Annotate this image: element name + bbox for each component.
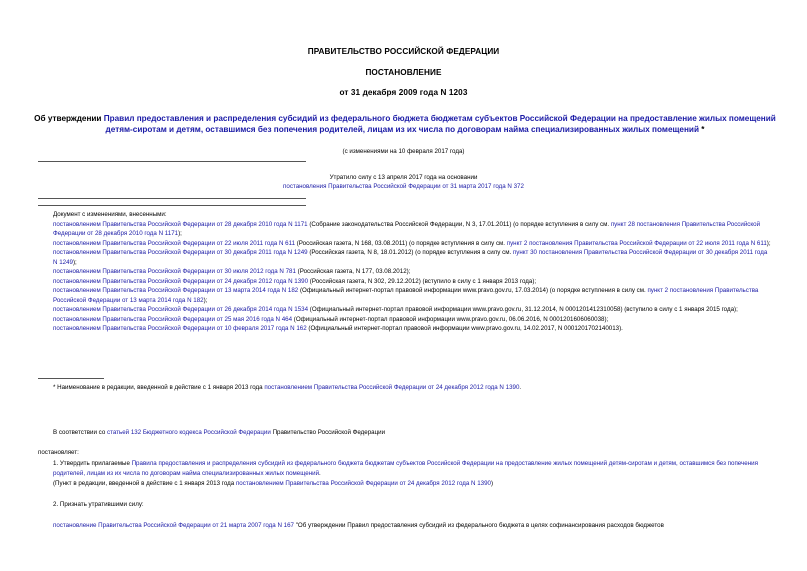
divider — [38, 205, 306, 206]
amendment-item — [38, 324, 772, 334]
amendment-text: (Российская газета, N 177, 03.08.2012); — [295, 268, 411, 275]
clause-1-note-tail: ) — [491, 480, 494, 487]
amendment-item — [38, 286, 772, 305]
amendment-link[interactable]: постановлением Правительства Российской Федерации от 26 декабря 2014 года N 1534 — [53, 306, 309, 313]
amendment-link[interactable]: постановлением Правительства Российской Федерации от 10 февраля 2017 года N 162 — [53, 325, 307, 332]
clause-1-text: 1. Утвердить прилагаемые — [53, 460, 132, 467]
amendment-link[interactable]: постановлением Правительства Российской Федерации от 13 марта 2014 года N 182 — [53, 287, 299, 294]
title-star: * — [698, 125, 705, 134]
amendment-text: (Собрание законодательства Российской Федерации, N 3, 17.01.2011) (о порядке вступления в силу см. — [307, 220, 611, 228]
amendment-link[interactable]: постановлением Правительства Российской Федерации от 25 мая 2016 года N 464 — [53, 315, 293, 323]
amendment-effect-link[interactable]: пункт 30 постановления Правительства Российской Федерации от 30 декабря 2011 года N 1249 — [53, 249, 768, 266]
footnote-text: * Наименование в редакции, введенной в действие с 1 января 2013 года — [53, 384, 265, 391]
resolves-text: постановляет: — [38, 449, 79, 456]
amendment-item — [38, 277, 772, 287]
amendment-text: (Официальный интернет-портал правовой информации www.pravo.gov.ru, 17.03.2014) (о порядке вступления в силу см. — [298, 287, 648, 294]
amendment-effect-link[interactable]: пункт 2 постановления Правительства Российской Федерации от 22 июля 2011 года N 611 — [506, 239, 767, 247]
amendment-text: (Официальный интернет-портал правовой информации www.pravo.gov.ru, 06.06.2016, N 0001201606060038); — [292, 315, 609, 323]
amendment-text: (Российская газета, N 8, 18.01.2012) (о порядке вступления в силу см. — [307, 249, 513, 256]
clause-1-note-link[interactable]: постановлением Правительства Российской Федерации от 24 декабря 2012 года N 1390 — [235, 480, 491, 487]
footnote-tail: . — [519, 384, 522, 391]
amendments-list — [38, 210, 772, 334]
amendment-item — [38, 267, 772, 277]
amendment-item — [38, 305, 772, 315]
amendment-text: (Российская газета, N 168, 03.08.2011) (о порядке вступления в силу см. — [295, 239, 507, 247]
clause-1-note — [38, 479, 772, 489]
clause-2 — [38, 500, 772, 510]
amendment-item — [38, 315, 772, 325]
document-type: ПОСТАНОВЛЕНИЕ — [365, 68, 442, 77]
amendment-item — [38, 239, 772, 249]
amendment-text: (Официальный интернет-портал правовой информации www.pravo.gov.ru, 31.12.2014, N 0001201412310058) (вступило в силу с 1 января 2015 года); — [308, 306, 738, 313]
repealed-link[interactable]: постановление Правительства Российской Федерации от 21 марта 2007 года N 167 — [53, 522, 294, 529]
clause-1-note-text: (Пункт в редакции, введенной в действие с 1 января 2013 года — [53, 480, 236, 487]
amendments-intro: Документ с изменениями, внесенными: — [53, 211, 167, 218]
preamble — [38, 428, 772, 438]
amendment-item — [38, 248, 772, 267]
budget-code-link[interactable]: статьей 132 Бюджетного кодекса Российской Федерации — [106, 429, 271, 436]
clause-1-tail: . — [319, 469, 321, 477]
amendment-link[interactable]: постановлением Правительства Российской Федерации от 30 июля 2012 года N 781 — [53, 268, 296, 275]
preamble-text: В соответствии со — [53, 429, 107, 436]
title-prefix: Об утверждении — [34, 114, 104, 123]
amendment-effect-link[interactable]: пункт 28 постановления Правительства Российской Федерации от 28 декабря 2010 года N 1171 — [53, 220, 761, 237]
divider — [38, 198, 306, 199]
amendment-tail: ); — [178, 230, 182, 237]
amendment-tail: ); — [72, 258, 77, 266]
footnote-link[interactable]: постановлением Правительства Российской Федерации от 24 декабря 2012 года N 1390 — [264, 384, 520, 391]
title-link[interactable]: Правил предоставления и распределения субсидий из федерального бюджета бюджетам субъектов Российской Федерации на предоставление жилых помещений детям-сиротам и детям, оставшимся без попечения родителей, лицам из их числа по договорам найма специализированных жилых помещений — [103, 114, 776, 134]
changes-note: (с изменениями на 10 февраля 2017 года) — [342, 148, 465, 155]
clause-2-text: 2. Признать утратившими силу: — [53, 501, 144, 508]
footnote-divider — [38, 378, 104, 379]
amendment-tail: ); — [766, 239, 771, 247]
repealed-text: "Об утверждении Правил предоставления субсидий из федерального бюджета в целях софинансирования расходов бюджетов — [293, 522, 664, 529]
amendment-link[interactable]: постановлением Правительства Российской Федерации от 24 декабря 2012 года N 1390 — [53, 277, 309, 285]
amendment-text: (Российская газета, N 302, 29.12.2012) (вступило в силу с 1 января 2013 года); — [308, 277, 537, 285]
government-title: ПРАВИТЕЛЬСТВО РОССИЙСКОЙ ФЕДЕРАЦИИ — [307, 47, 500, 56]
amendment-tail: ); — [203, 296, 208, 304]
document-date-number: от 31 декабря 2009 года N 1203 — [339, 88, 468, 97]
divider — [38, 161, 306, 162]
amendment-link[interactable]: постановлением Правительства Российской Федерации от 28 декабря 2010 года N 1171 — [53, 220, 308, 228]
expired-link[interactable]: постановления Правительства Российской Федерации от 31 марта 2017 года N 372 — [283, 183, 524, 190]
footnote — [38, 383, 772, 393]
repealed-item — [38, 521, 772, 531]
clause-1 — [38, 459, 772, 478]
amendment-link[interactable]: постановлением Правительства Российской Федерации от 22 июля 2011 года N 611 — [53, 239, 296, 247]
amendment-link[interactable]: постановлением Правительства Российской Федерации от 30 декабря 2011 года N 1249 — [53, 249, 308, 256]
resolves-line — [38, 448, 772, 458]
amendment-item — [38, 220, 772, 239]
amendment-effect-link[interactable]: пункт 2 постановления Правительства Российской Федерации от 13 марта 2014 года N 182 — [53, 287, 759, 304]
amendment-text: (Официальный интернет-портал правовой информации www.pravo.gov.ru, 14.02.2017, N 0001201702140013). — [306, 325, 623, 332]
preamble-tail: Правительство Российской Федерации — [270, 429, 386, 436]
rules-link[interactable]: Правила предоставления и распределения субсидий из федерального бюджета бюджетам субъектов Российской Федерации на предоставление жилых помещений детям-сиротам и детям, оставшимся без попечения родителей, лицам из их числа по договорам найма специализированных жилых помещений — [53, 460, 758, 477]
document-title — [30, 113, 780, 135]
expired-notice: Утратило силу с 13 апреля 2017 года на основании — [329, 174, 478, 181]
